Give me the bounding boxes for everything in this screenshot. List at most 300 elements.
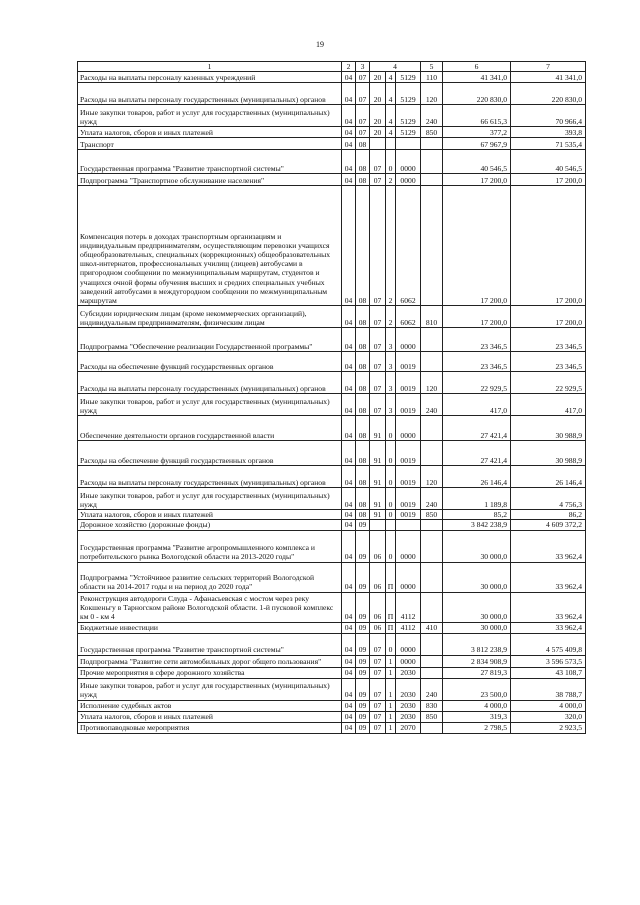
row-c3-cell: 08 (356, 352, 370, 372)
table-row (78, 530, 586, 562)
row-c4a-cell: 07 (370, 678, 386, 700)
row-c5-cell (421, 352, 443, 372)
row-c4c-cell: 2070 (396, 722, 421, 733)
row-name-cell: Иные закупки товаров, работ и услуг для государственных (муниципальных) нужд (78, 678, 342, 700)
row-c2-cell: 04 (342, 105, 356, 127)
row-c4b-cell: 1 (386, 722, 396, 733)
row-c4b-cell: 0 (386, 633, 396, 655)
table-row (78, 72, 586, 83)
table-row (78, 352, 586, 372)
row-c4c-cell: 0000 (396, 174, 421, 186)
row-c6-cell: 30 000,0 (443, 592, 511, 622)
row-c5-cell (421, 328, 443, 352)
row-c5-cell: 110 (421, 72, 443, 83)
row-c4a-cell (370, 520, 386, 530)
table-row (78, 562, 586, 592)
row-name-cell: Подпрограмма "Устойчивое развитие сельских территорий Вологодской области на 2014-2017 годы и на период до 2020 года" (78, 562, 342, 592)
row-name-cell: Дорожное хозяйство (дорожные фонды) (78, 520, 342, 530)
table-row (78, 520, 586, 530)
row-c4b-cell: 4 (386, 127, 396, 138)
row-c4c-cell: 0000 (396, 150, 421, 174)
page-number: 19 (316, 40, 324, 49)
table-row (78, 127, 586, 138)
row-c6-cell: 319,3 (443, 711, 511, 722)
row-c4c-cell: 0000 (396, 633, 421, 655)
row-c6-cell: 66 615,3 (443, 105, 511, 127)
row-c2-cell: 04 (342, 352, 356, 372)
row-name-cell: Обеспечение деятельности органов государственной власти (78, 416, 342, 441)
row-c5-cell: 120 (421, 83, 443, 105)
row-name-cell: Иные закупки товаров, работ и услуг для государственных (муниципальных) нужд (78, 105, 342, 127)
row-c6-cell: 23 346,5 (443, 328, 511, 352)
row-c3-cell: 08 (356, 372, 370, 394)
row-name-cell: Расходы на обеспечение функций государственных органов (78, 352, 342, 372)
row-c2-cell: 04 (342, 530, 356, 562)
row-name-cell: Уплата налогов, сборов и иных платежей (78, 510, 342, 520)
row-c6-cell: 3 812 238,9 (443, 633, 511, 655)
table-row (78, 174, 586, 186)
header-cell: 6 (443, 62, 511, 72)
row-c4a-cell: 07 (370, 633, 386, 655)
table-row (78, 372, 586, 394)
row-c6-cell: 220 830,0 (443, 83, 511, 105)
row-c4b-cell (386, 138, 396, 150)
row-c6-cell: 417,0 (443, 394, 511, 416)
row-name-cell: Расходы на выплаты персоналу государственных (муниципальных) органов (78, 83, 342, 105)
row-c4a-cell: 91 (370, 488, 386, 510)
row-c6-cell: 4 000,0 (443, 700, 511, 711)
row-c6-cell: 27 819,3 (443, 667, 511, 678)
row-c6-cell: 2 798,5 (443, 722, 511, 733)
row-c4c-cell: 5129 (396, 127, 421, 138)
row-c2-cell: 04 (342, 138, 356, 150)
header-cell: 1 (78, 62, 342, 72)
row-c2-cell: 04 (342, 416, 356, 441)
row-c6-cell: 3 842 238,9 (443, 520, 511, 530)
row-c4a-cell: 06 (370, 530, 386, 562)
row-c7-cell: 33 962,4 (511, 592, 586, 622)
row-c4b-cell: 2 (386, 306, 396, 328)
row-c7-cell: 30 988,9 (511, 441, 586, 466)
row-c4b-cell: 0 (386, 466, 396, 488)
row-name-cell: Прочие мероприятия в сфере дорожного хозяйства (78, 667, 342, 678)
header-cell: 7 (511, 62, 586, 72)
row-c4b-cell: 0 (386, 441, 396, 466)
table-row (78, 510, 586, 520)
row-c6-cell: 1 189,8 (443, 488, 511, 510)
table-row (78, 150, 586, 174)
table-row (78, 328, 586, 352)
row-c4c-cell: 0019 (396, 394, 421, 416)
row-c2-cell: 04 (342, 186, 356, 306)
row-c4b-cell: 0 (386, 488, 396, 510)
row-c3-cell: 08 (356, 138, 370, 150)
row-c4c-cell: 0019 (396, 466, 421, 488)
row-c5-cell: 120 (421, 372, 443, 394)
row-c3-cell: 09 (356, 678, 370, 700)
row-c4b-cell: 0 (386, 510, 396, 520)
row-c7-cell: 220 830,0 (511, 83, 586, 105)
row-c3-cell: 09 (356, 700, 370, 711)
row-c4c-cell: 2030 (396, 711, 421, 722)
row-c3-cell: 08 (356, 150, 370, 174)
row-c2-cell: 04 (342, 394, 356, 416)
row-name-cell: Государственная программа "Развитие транспортной системы" (78, 633, 342, 655)
row-c4b-cell: 0 (386, 530, 396, 562)
row-c7-cell: 4 609 372,2 (511, 520, 586, 530)
row-name-cell: Компенсация потерь в доходах транспортным организациям и индивидуальным предпринимателям, осуществляющим перевозки учащихся общеобразовательных, специальных (коррекционных) общеобразовательных школ-интернатов, профессиональных училищ (лицеев) автобусами в пригородном сообщении по межмуниципальным маршрутам, студентов и учащихся очной формы обучения высших и средних специальных учебных заведений автобусами в междугородном сообщении по межмуниципальным маршрутам (78, 186, 342, 306)
row-c7-cell: 22 929,5 (511, 372, 586, 394)
row-c4b-cell: 1 (386, 667, 396, 678)
row-c7-cell: 417,0 (511, 394, 586, 416)
row-c6-cell: 40 546,5 (443, 150, 511, 174)
row-c3-cell: 08 (356, 416, 370, 441)
row-name-cell: Государственная программа "Развитие агропромышленного комплекса и потребительского рынка Вологодской области на 2013-2020 годы" (78, 530, 342, 562)
header-cell: 4 (370, 62, 421, 72)
row-c4b-cell: 3 (386, 328, 396, 352)
row-c4a-cell: 07 (370, 328, 386, 352)
row-c6-cell: 17 200,0 (443, 174, 511, 186)
row-c4c-cell (396, 520, 421, 530)
row-c2-cell: 04 (342, 72, 356, 83)
header-cell: 3 (356, 62, 370, 72)
row-c4b-cell: 0 (386, 416, 396, 441)
row-name-cell: Расходы на обеспечение функций государственных органов (78, 441, 342, 466)
row-c4b-cell (386, 520, 396, 530)
row-c7-cell: 71 535,4 (511, 138, 586, 150)
row-c4c-cell: 5129 (396, 105, 421, 127)
row-c4c-cell: 5129 (396, 83, 421, 105)
row-c7-cell: 23 346,5 (511, 328, 586, 352)
row-c2-cell: 04 (342, 83, 356, 105)
row-name-cell: Государственная программа "Развитие транспортной системы" (78, 150, 342, 174)
row-c3-cell: 09 (356, 562, 370, 592)
row-c4a-cell: 07 (370, 711, 386, 722)
row-c4a-cell: 07 (370, 667, 386, 678)
row-name-cell: Иные закупки товаров, работ и услуг для государственных (муниципальных) нужд (78, 394, 342, 416)
row-c4a-cell: 07 (370, 394, 386, 416)
row-c3-cell: 09 (356, 722, 370, 733)
row-c4b-cell: 3 (386, 394, 396, 416)
row-c2-cell: 04 (342, 562, 356, 592)
row-c5-cell (421, 174, 443, 186)
row-c5-cell (421, 667, 443, 678)
row-name-cell: Иные закупки товаров, работ и услуг для государственных (муниципальных) нужд (78, 488, 342, 510)
row-c6-cell: 17 200,0 (443, 186, 511, 306)
row-c5-cell: 850 (421, 510, 443, 520)
row-c4b-cell: П (386, 562, 396, 592)
row-c7-cell: 23 346,5 (511, 352, 586, 372)
table-row (78, 105, 586, 127)
row-name-cell: Реконструкция автодороги Слуда - Афанасьевская с мостом через реку Кокшеньгу в Тарногском районе Вологодской области. 1-й пусковой комплекс км 0 - км 4 (78, 592, 342, 622)
row-c7-cell: 320,0 (511, 711, 586, 722)
row-c5-cell: 120 (421, 466, 443, 488)
row-c7-cell: 4 756,3 (511, 488, 586, 510)
row-c3-cell: 09 (356, 667, 370, 678)
row-c5-cell: 830 (421, 700, 443, 711)
row-c4c-cell: 0019 (396, 441, 421, 466)
row-c3-cell: 08 (356, 488, 370, 510)
row-c4a-cell: 07 (370, 700, 386, 711)
row-c4a-cell: 20 (370, 127, 386, 138)
row-c6-cell: 27 421,4 (443, 416, 511, 441)
row-c3-cell: 07 (356, 83, 370, 105)
row-c7-cell: 33 962,4 (511, 622, 586, 633)
row-c3-cell: 08 (356, 441, 370, 466)
table-row (78, 592, 586, 622)
row-c6-cell: 26 146,4 (443, 466, 511, 488)
row-c4a-cell: 07 (370, 722, 386, 733)
table-row (78, 633, 586, 655)
row-c4c-cell: 0019 (396, 488, 421, 510)
row-c6-cell: 23 500,0 (443, 678, 511, 700)
row-c3-cell: 09 (356, 655, 370, 667)
row-c5-cell: 240 (421, 678, 443, 700)
row-c3-cell: 08 (356, 186, 370, 306)
row-c4b-cell: 1 (386, 655, 396, 667)
row-c3-cell: 08 (356, 466, 370, 488)
row-c7-cell: 2 923,5 (511, 722, 586, 733)
table-row (78, 394, 586, 416)
row-c7-cell: 17 200,0 (511, 306, 586, 328)
row-c4c-cell: 0019 (396, 352, 421, 372)
row-c2-cell: 04 (342, 711, 356, 722)
row-c6-cell: 377,2 (443, 127, 511, 138)
row-name-cell: Подпрограмма "Обеспечение реализации Государственной программы" (78, 328, 342, 352)
row-c5-cell (421, 592, 443, 622)
row-c7-cell: 33 962,4 (511, 562, 586, 592)
row-c5-cell (421, 186, 443, 306)
row-c6-cell: 2 834 908,9 (443, 655, 511, 667)
row-c5-cell (421, 633, 443, 655)
row-c5-cell: 240 (421, 488, 443, 510)
row-name-cell: Подпрограмма "Развитие сети автомобильных дорог общего пользования" (78, 655, 342, 667)
budget-table (77, 61, 586, 734)
row-c7-cell: 393,8 (511, 127, 586, 138)
row-c2-cell: 04 (342, 722, 356, 733)
row-c4a-cell: 06 (370, 562, 386, 592)
row-c7-cell: 17 200,0 (511, 186, 586, 306)
row-c6-cell: 17 200,0 (443, 306, 511, 328)
row-name-cell: Расходы на выплаты персоналу государственных (муниципальных) органов (78, 372, 342, 394)
row-c4b-cell: 4 (386, 105, 396, 127)
row-c4b-cell: П (386, 622, 396, 633)
row-c4c-cell: 4112 (396, 622, 421, 633)
row-c5-cell (421, 441, 443, 466)
row-c2-cell: 04 (342, 372, 356, 394)
row-c4a-cell: 91 (370, 441, 386, 466)
row-c2-cell: 04 (342, 510, 356, 520)
row-c4a-cell: 07 (370, 186, 386, 306)
row-c2-cell: 04 (342, 678, 356, 700)
row-c2-cell: 04 (342, 150, 356, 174)
row-c5-cell (421, 416, 443, 441)
row-c4c-cell: 5129 (396, 72, 421, 83)
row-c6-cell: 30 000,0 (443, 530, 511, 562)
row-c4a-cell: 07 (370, 150, 386, 174)
row-c2-cell: 04 (342, 622, 356, 633)
row-c4b-cell: 4 (386, 83, 396, 105)
row-c4c-cell: 2030 (396, 667, 421, 678)
row-c3-cell: 08 (356, 394, 370, 416)
row-c4a-cell: 07 (370, 306, 386, 328)
row-c4c-cell: 0000 (396, 328, 421, 352)
row-name-cell: Транспорт (78, 138, 342, 150)
row-c3-cell: 08 (356, 174, 370, 186)
row-c4c-cell: 4112 (396, 592, 421, 622)
row-c3-cell: 08 (356, 328, 370, 352)
row-c3-cell: 09 (356, 530, 370, 562)
row-c5-cell: 410 (421, 622, 443, 633)
row-c3-cell: 08 (356, 510, 370, 520)
row-c3-cell: 09 (356, 520, 370, 530)
row-c4c-cell: 0000 (396, 655, 421, 667)
row-c7-cell: 70 966,4 (511, 105, 586, 127)
header-cell: 2 (342, 62, 356, 72)
row-c7-cell: 26 146,4 (511, 466, 586, 488)
table-row (78, 138, 586, 150)
row-c7-cell: 30 988,9 (511, 416, 586, 441)
row-name-cell: Расходы на выплаты персоналу казенных учреждений (78, 72, 342, 83)
row-name-cell: Исполнение судебных актов (78, 700, 342, 711)
row-c7-cell: 38 788,7 (511, 678, 586, 700)
row-c3-cell: 07 (356, 72, 370, 83)
row-c6-cell: 67 967,9 (443, 138, 511, 150)
row-c4a-cell: 20 (370, 83, 386, 105)
row-c4c-cell: 0000 (396, 562, 421, 592)
row-name-cell: Бюджетные инвестиции (78, 622, 342, 633)
table-row (78, 466, 586, 488)
row-c6-cell: 30 000,0 (443, 622, 511, 633)
row-c5-cell (421, 655, 443, 667)
row-name-cell: Уплата налогов, сборов и иных платежей (78, 127, 342, 138)
table-row (78, 441, 586, 466)
row-c7-cell: 17 200,0 (511, 174, 586, 186)
table-row (78, 416, 586, 441)
row-c3-cell: 09 (356, 592, 370, 622)
row-c7-cell: 43 108,7 (511, 667, 586, 678)
table-row (78, 488, 586, 510)
row-c4a-cell: 07 (370, 655, 386, 667)
row-c4b-cell: 1 (386, 678, 396, 700)
row-c4b-cell: П (386, 592, 396, 622)
row-c4b-cell: 2 (386, 174, 396, 186)
table-row (78, 678, 586, 700)
row-name-cell: Субсидии юридическим лицам (кроме некоммерческих организаций), индивидуальным предпринимателям, физическим лицам (78, 306, 342, 328)
row-c4a-cell: 07 (370, 352, 386, 372)
row-c7-cell: 4 000,0 (511, 700, 586, 711)
row-c4a-cell: 06 (370, 592, 386, 622)
row-c4b-cell: 1 (386, 711, 396, 722)
row-c7-cell: 4 575 409,8 (511, 633, 586, 655)
row-c3-cell: 08 (356, 306, 370, 328)
row-c2-cell: 04 (342, 441, 356, 466)
row-c4c-cell: 0019 (396, 510, 421, 520)
table-row (78, 700, 586, 711)
table-row (78, 186, 586, 306)
row-c4a-cell (370, 138, 386, 150)
row-c5-cell (421, 530, 443, 562)
table-body (78, 62, 586, 734)
row-c7-cell: 3 596 573,5 (511, 655, 586, 667)
row-c4b-cell: 3 (386, 352, 396, 372)
row-c5-cell (421, 722, 443, 733)
row-c6-cell: 23 346,5 (443, 352, 511, 372)
row-c7-cell: 41 341,0 (511, 72, 586, 83)
row-name-cell: Противопаводковые мероприятия (78, 722, 342, 733)
row-c2-cell: 04 (342, 655, 356, 667)
row-c5-cell (421, 562, 443, 592)
row-c4b-cell: 1 (386, 700, 396, 711)
row-c5-cell: 810 (421, 306, 443, 328)
row-c7-cell: 86,2 (511, 510, 586, 520)
table-row (78, 667, 586, 678)
row-c2-cell: 04 (342, 466, 356, 488)
row-c4b-cell: 4 (386, 72, 396, 83)
row-c4c-cell (396, 138, 421, 150)
row-c2-cell: 04 (342, 174, 356, 186)
row-c2-cell: 04 (342, 633, 356, 655)
table-row (78, 622, 586, 633)
row-name-cell: Расходы на выплаты персоналу государственных (муниципальных) органов (78, 466, 342, 488)
row-c3-cell: 09 (356, 711, 370, 722)
row-c6-cell: 41 341,0 (443, 72, 511, 83)
row-c4c-cell: 0000 (396, 530, 421, 562)
header-cell: 5 (421, 62, 443, 72)
table-row (78, 711, 586, 722)
row-c5-cell: 240 (421, 105, 443, 127)
row-c3-cell: 07 (356, 127, 370, 138)
row-c4c-cell: 2030 (396, 678, 421, 700)
table-row (78, 655, 586, 667)
row-c5-cell: 850 (421, 127, 443, 138)
row-c4b-cell: 3 (386, 372, 396, 394)
row-c5-cell (421, 138, 443, 150)
row-c4c-cell: 6062 (396, 186, 421, 306)
row-c6-cell: 30 000,0 (443, 562, 511, 592)
row-c4a-cell: 91 (370, 416, 386, 441)
row-c3-cell: 07 (356, 105, 370, 127)
row-c4a-cell: 06 (370, 622, 386, 633)
row-c2-cell: 04 (342, 127, 356, 138)
row-c2-cell: 04 (342, 667, 356, 678)
row-c3-cell: 09 (356, 633, 370, 655)
row-c4b-cell: 2 (386, 186, 396, 306)
row-c2-cell: 04 (342, 700, 356, 711)
row-c4a-cell: 91 (370, 466, 386, 488)
row-c6-cell: 22 929,5 (443, 372, 511, 394)
row-c6-cell: 27 421,4 (443, 441, 511, 466)
row-c4a-cell: 07 (370, 372, 386, 394)
header-row (78, 62, 586, 72)
row-c2-cell: 04 (342, 306, 356, 328)
row-c5-cell: 240 (421, 394, 443, 416)
row-c4c-cell: 2030 (396, 700, 421, 711)
row-c4a-cell: 07 (370, 174, 386, 186)
row-c7-cell: 33 962,4 (511, 530, 586, 562)
row-c5-cell (421, 150, 443, 174)
row-c5-cell: 850 (421, 711, 443, 722)
row-c2-cell: 04 (342, 488, 356, 510)
row-c2-cell: 04 (342, 328, 356, 352)
row-c2-cell: 04 (342, 592, 356, 622)
table-row (78, 83, 586, 105)
row-c2-cell: 04 (342, 520, 356, 530)
row-c4a-cell: 91 (370, 510, 386, 520)
row-c4c-cell: 0019 (396, 372, 421, 394)
table-row (78, 306, 586, 328)
row-c5-cell (421, 520, 443, 530)
